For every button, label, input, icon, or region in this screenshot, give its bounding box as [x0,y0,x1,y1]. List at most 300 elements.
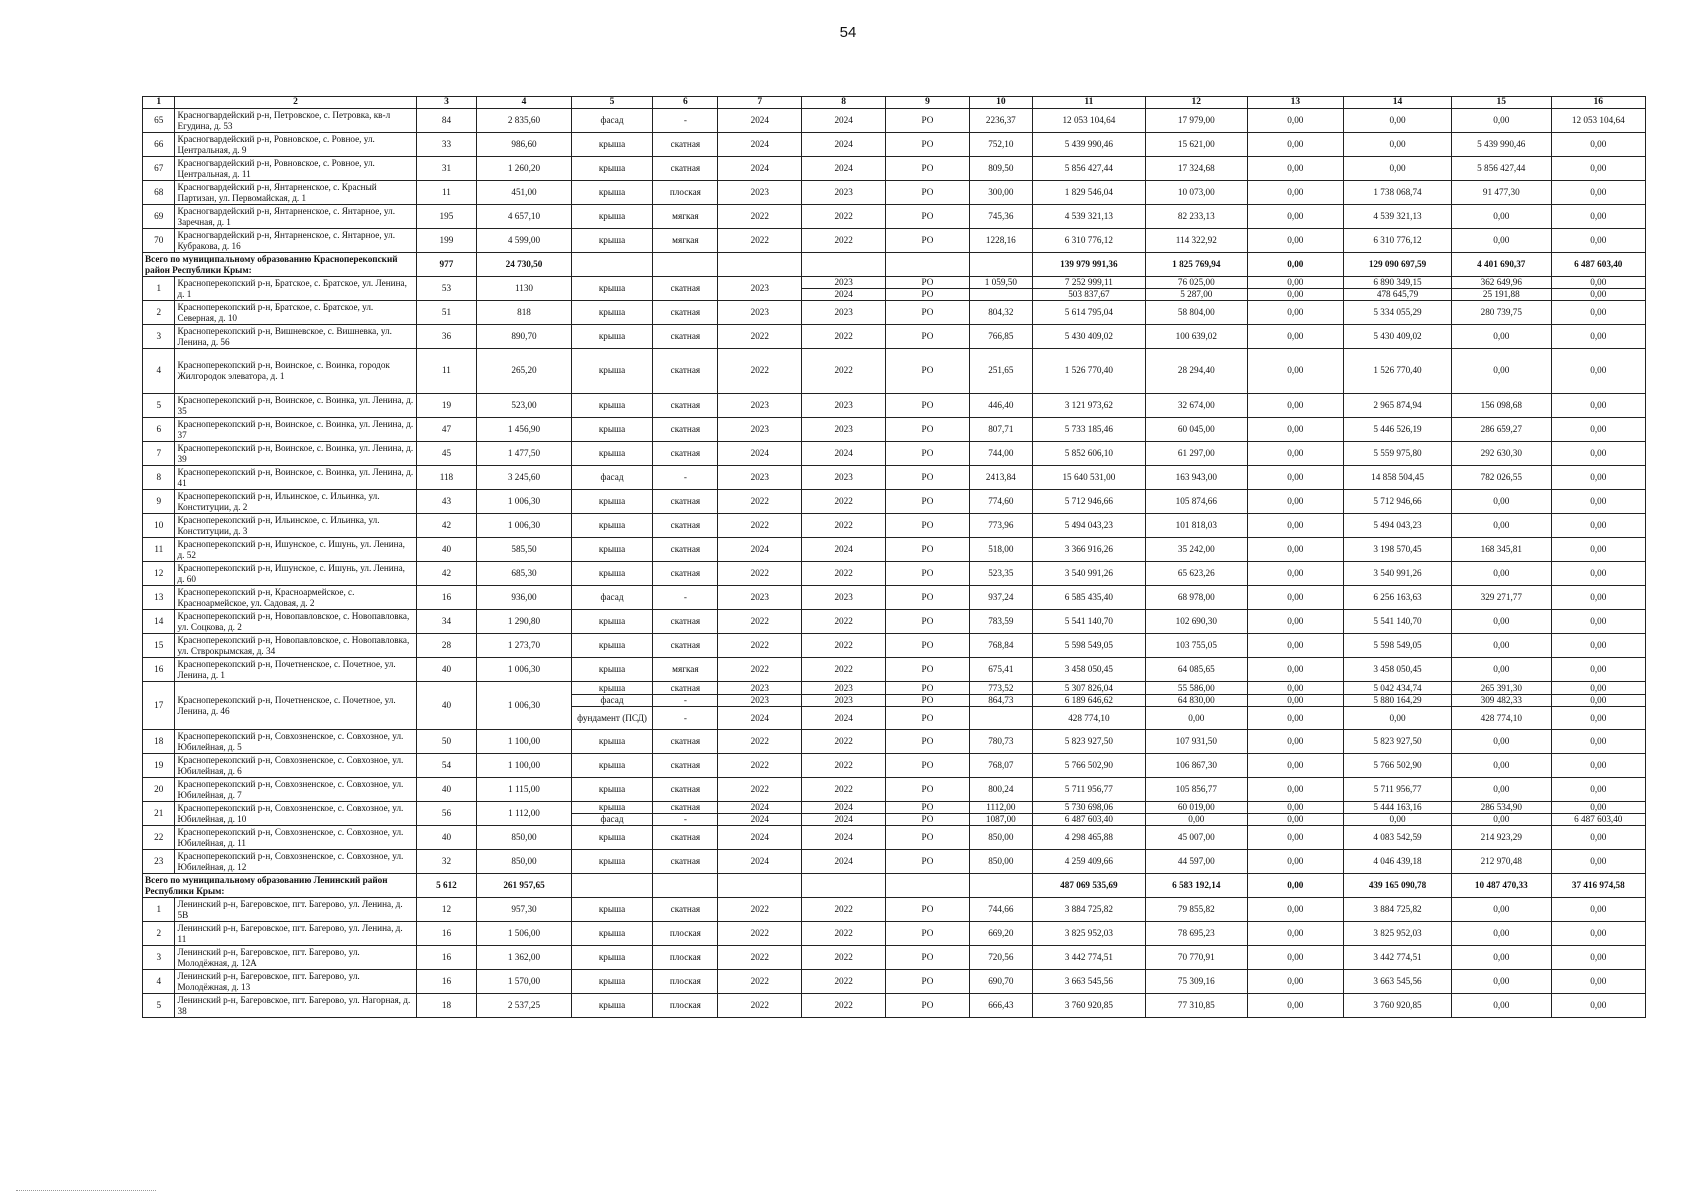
value-cell: 937,24 [969,586,1032,610]
row-number: 68 [143,181,175,205]
address-cell: Красноперекопский р-н, Почетненское, с. Почетное, ул. Ленина, д. 46 [175,682,416,730]
table-row [143,802,1646,826]
sub-value: 0,00 [1552,695,1645,707]
value-cell: 675,41 [969,658,1032,682]
value-cell: 5 856 427,44 [1452,157,1552,181]
value-cell: РО [886,730,970,754]
value-cell: 0,00 [1551,898,1645,922]
value-cell: 14 858 504,45 [1344,466,1452,490]
total-value: 129 090 697,59 [1344,253,1452,277]
sub-value-list [802,683,885,728]
value-cell: 40 [416,826,477,850]
value-cell: 0,00 [1247,466,1343,490]
value-cell: скатная [653,514,718,538]
value-cell: 45 007,00 [1145,826,1247,850]
table-row [143,850,1646,874]
value-cell: 2022 [718,229,802,253]
value-cell: 2 965 874,94 [1344,394,1452,418]
sub-value: 1 059,50 [970,277,1032,289]
sub-value-list [653,683,717,728]
value-cell: 0,00 [1247,610,1343,634]
sub-value: 5 730 698,06 [1033,802,1145,814]
value-cell: 1 260,20 [477,157,571,181]
value-cell: 0,00 [1452,634,1552,658]
value-cell: 1 112,00 [477,802,571,826]
value-cell: 0,00 [1247,754,1343,778]
value-cell: 3 884 725,82 [1344,898,1452,922]
value-cell: РО [886,466,970,490]
value-cell: 42 [416,562,477,586]
value-cell: крыша [571,490,653,514]
split-cell [1032,802,1145,826]
address-cell: Красноперекопский р-н, Новопавловское, с. Новопавловка, ул. Соцкова, д. 2 [175,610,416,634]
value-cell: фасад [571,466,653,490]
total-row [143,874,1646,898]
total-value [653,253,718,277]
address-cell: Ленинский р-н, Багеровское, пгт. Багерово, ул. Молодёжная, д. 12А [175,946,416,970]
value-cell: 2022 [802,994,886,1018]
value-cell: скатная [653,754,718,778]
value-cell: 0,00 [1452,610,1552,634]
sub-value: 5 307 826,04 [1033,683,1145,695]
split-cell [653,802,718,826]
row-number: 2 [143,301,175,325]
value-cell: 0,00 [1551,586,1645,610]
value-cell: 2022 [802,205,886,229]
value-cell: - [653,466,718,490]
value-cell: 2023 [718,181,802,205]
value-cell: 768,07 [969,754,1032,778]
value-cell: РО [886,538,970,562]
value-cell: 1 006,30 [477,682,571,730]
table-row [143,514,1646,538]
sub-value: 478 645,79 [1376,288,1419,299]
value-cell: 0,00 [1551,994,1645,1018]
value-cell: РО [886,181,970,205]
total-value: 10 487 470,33 [1452,874,1552,898]
sub-value: 5 042 434,74 [1344,683,1451,695]
sub-value: 0,00 [1493,813,1510,824]
split-cell [653,682,718,730]
value-cell: 5 711 956,77 [1032,778,1145,802]
value-cell: 800,24 [969,778,1032,802]
sub-value: 265 391,30 [1452,683,1551,695]
value-cell: 0,00 [1551,970,1645,994]
value-cell: 251,65 [969,349,1032,394]
value-cell: скатная [653,442,718,466]
table-row [143,970,1646,994]
sub-value-list [1033,802,1145,825]
value-cell: 2022 [802,325,886,349]
value-cell: скатная [653,898,718,922]
value-cell: РО [886,562,970,586]
sub-value: 0,00 [1188,813,1205,824]
sub-value: 0,00 [1248,277,1343,289]
value-cell: плоская [653,946,718,970]
value-cell: 17 979,00 [1145,109,1247,133]
sub-value: 5 444 163,16 [1344,802,1451,814]
value-cell: 34 [416,610,477,634]
value-cell: скатная [653,325,718,349]
value-cell: 12 053 104,64 [1551,109,1645,133]
value-cell: 102 690,30 [1145,610,1247,634]
split-cell [802,277,886,301]
value-cell: 0,00 [1247,946,1343,970]
value-cell: 2022 [802,778,886,802]
value-cell: 5 712 946,66 [1344,490,1452,514]
value-cell: 0,00 [1452,754,1552,778]
value-cell: крыша [571,970,653,994]
sub-value: 2024 [750,712,769,723]
total-value [571,874,653,898]
value-cell: 2024 [718,442,802,466]
sub-value: скатная [653,802,717,814]
value-cell: 105 856,77 [1145,778,1247,802]
sub-value-list [718,683,801,728]
value-cell: 12 [416,898,477,922]
value-cell: 2022 [718,946,802,970]
total-value [653,874,718,898]
value-cell: 2022 [718,994,802,1018]
sub-value-list [1146,683,1247,728]
sub-value-list [1248,802,1343,825]
value-cell: скатная [653,610,718,634]
address-cell: Красноперекопский р-н, Ишунское, с. Ишунь, ул. Ленина, д. 52 [175,538,416,562]
value-cell: мягкая [653,205,718,229]
value-cell: 0,00 [1247,442,1343,466]
sub-value: крыша [572,683,653,695]
value-cell: 0,00 [1247,538,1343,562]
value-cell: 78 695,23 [1145,922,1247,946]
address-cell: Красноперекопский р-н, Воинское, с. Воинка, ул. Ленина, д. 39 [175,442,416,466]
address-cell: Красноперекопский р-н, Совхозненское, с. Совхозное, ул. Юбилейная, д. 10 [175,802,416,826]
value-cell: 744,66 [969,898,1032,922]
value-cell: 1 506,00 [477,922,571,946]
address-cell: Красногвардейский р-н, Янтарненское, с. Янтарное, ул. Заречная, д. 1 [175,205,416,229]
value-cell: 0,00 [1551,778,1645,802]
address-cell: Красноперекопский р-н, Ильинское, с. Ильинка, ул. Конституции, д. 3 [175,514,416,538]
value-cell: 214 923,29 [1452,826,1552,850]
value-cell: 61 297,00 [1145,442,1247,466]
footer-rule [16,1190,156,1191]
value-cell: РО [886,442,970,466]
split-cell [1032,682,1145,730]
sub-value: 6 189 646,62 [1033,695,1145,707]
table-row [143,754,1646,778]
value-cell: 50 [416,730,477,754]
value-cell: РО [886,970,970,994]
value-cell: 0,00 [1551,325,1645,349]
sub-value-list [572,802,653,825]
value-cell: 2022 [718,970,802,994]
value-cell: 212 970,48 [1452,850,1552,874]
value-cell: 818 [477,301,571,325]
value-cell: 6 256 163,63 [1344,586,1452,610]
value-cell: 70 770,91 [1145,946,1247,970]
value-cell: 51 [416,301,477,325]
value-cell: 168 345,81 [1452,538,1552,562]
value-cell: 5 541 140,70 [1032,610,1145,634]
sub-value: фундамент (ПСД) [577,712,647,723]
value-cell: 4 046 439,18 [1344,850,1452,874]
value-cell: крыша [571,157,653,181]
value-cell: 0,00 [1247,922,1343,946]
sub-value: 286 534,90 [1452,802,1551,814]
total-row [143,253,1646,277]
value-cell: скатная [653,301,718,325]
value-cell: 114 322,92 [1145,229,1247,253]
sub-value: 0,00 [1389,813,1406,824]
value-cell: 2023 [802,181,886,205]
total-value: 0,00 [1247,253,1343,277]
split-cell [1247,802,1343,826]
sub-value: 773,52 [970,683,1032,695]
value-cell: 5 598 549,05 [1344,634,1452,658]
sub-value: - [653,695,717,707]
value-cell: 1 477,50 [477,442,571,466]
value-cell: 2022 [802,349,886,394]
value-cell: 0,00 [1551,466,1645,490]
value-cell: 1228,16 [969,229,1032,253]
value-cell: 0,00 [1551,754,1645,778]
total-value: 6 487 603,40 [1551,253,1645,277]
sub-value: 0,00 [1188,712,1205,723]
value-cell: 53 [416,277,477,301]
value-cell: 0,00 [1551,301,1645,325]
address-cell: Красноперекопский р-н, Почетненское, с. Почетное, ул. Ленина, д. 1 [175,658,416,682]
total-value: 139 979 991,36 [1032,253,1145,277]
value-cell: 2022 [718,349,802,394]
value-cell: крыша [571,181,653,205]
sub-value: 2023 [718,683,801,695]
value-cell: 690,70 [969,970,1032,994]
table-row [143,442,1646,466]
value-cell: 11 [416,349,477,394]
value-cell: 3 884 725,82 [1032,898,1145,922]
value-cell: 0,00 [1551,349,1645,394]
value-cell: 40 [416,658,477,682]
value-cell: 84 [416,109,477,133]
value-cell: 3 760 920,85 [1344,994,1452,1018]
value-cell: фасад [571,586,653,610]
value-cell: плоская [653,922,718,946]
sub-value: 428 774,10 [1480,712,1522,723]
value-cell: крыша [571,946,653,970]
value-cell: крыша [571,778,653,802]
table-row [143,133,1646,157]
value-cell: 31 [416,157,477,181]
total-value: 5 612 [416,874,477,898]
table-row [143,682,1646,730]
value-cell: 0,00 [1551,394,1645,418]
value-cell: 2022 [718,490,802,514]
value-cell: 6 310 776,12 [1344,229,1452,253]
split-cell [571,682,653,730]
value-cell: РО [886,826,970,850]
value-cell: 1 526 770,40 [1032,349,1145,394]
split-cell [969,682,1032,730]
value-cell: 850,00 [969,850,1032,874]
table-row [143,490,1646,514]
total-value: 6 583 192,14 [1145,874,1247,898]
value-cell: 101 818,03 [1145,514,1247,538]
value-cell: 0,00 [1247,349,1343,394]
value-cell: 17 324,68 [1145,157,1247,181]
table-row [143,826,1646,850]
value-cell: 5 541 140,70 [1344,610,1452,634]
value-cell: 40 [416,682,477,730]
sub-value: 2024 [750,813,769,824]
value-cell: 2022 [802,490,886,514]
sub-value-list [1248,683,1343,728]
value-cell: 54 [416,754,477,778]
table-row [143,181,1646,205]
value-cell: 6 310 776,12 [1032,229,1145,253]
address-cell: Красноперекопский р-н, Совхозненское, с. Совхозное, ул. Юбилейная, д. 11 [175,826,416,850]
split-cell [886,802,970,826]
sub-value: 60 019,00 [1146,802,1247,814]
sub-value-list [1146,802,1247,825]
value-cell: РО [886,658,970,682]
sub-value: РО [921,712,934,723]
total-value: 24 730,50 [477,253,571,277]
value-cell: 1 570,00 [477,970,571,994]
value-cell: 2022 [718,514,802,538]
value-cell: 199 [416,229,477,253]
value-cell: 2022 [718,778,802,802]
value-cell: скатная [653,634,718,658]
value-cell: 451,00 [477,181,571,205]
address-cell: Красноперекопский р-н, Ишунское, с. Ишунь, ул. Ленина, д. 60 [175,562,416,586]
value-cell: 0,00 [1551,442,1645,466]
value-cell: 2022 [802,754,886,778]
value-cell: РО [886,205,970,229]
value-cell: скатная [653,778,718,802]
value-cell: 0,00 [1452,109,1552,133]
value-cell: РО [886,898,970,922]
value-cell: 2022 [718,610,802,634]
value-cell: 6 585 435,40 [1032,586,1145,610]
sub-value: 2024 [718,802,801,814]
column-number: 7 [718,97,802,109]
sub-value: РО [886,802,969,814]
value-cell: 0,00 [1452,970,1552,994]
value-cell: 2024 [802,442,886,466]
sub-value-list [970,802,1032,825]
address-cell: Красноперекопский р-н, Вишневское, с. Вишневка, ул. Ленина, д. 56 [175,325,416,349]
value-cell: 1130 [477,277,571,301]
total-value: 487 069 535,69 [1032,874,1145,898]
split-cell [1247,682,1343,730]
split-cell [1145,682,1247,730]
sub-value-list [1344,802,1451,825]
value-cell: 0,00 [1452,562,1552,586]
total-label: Всего по муниципальному образованию Красноперекопский район Республики Крым: [143,253,417,277]
value-cell: 1 829 546,04 [1032,181,1145,205]
split-cell [1452,682,1552,730]
split-cell [718,682,802,730]
value-cell: крыша [571,133,653,157]
table-row [143,634,1646,658]
value-cell: 2022 [802,610,886,634]
value-cell: 105 874,66 [1145,490,1247,514]
value-cell: крыша [571,610,653,634]
value-cell: РО [886,418,970,442]
value-cell: плоская [653,970,718,994]
sub-value-list [572,683,653,728]
value-cell: 100 639,02 [1145,325,1247,349]
value-cell: 2022 [802,562,886,586]
column-number-row [143,97,1646,109]
value-cell: 35 242,00 [1145,538,1247,562]
value-cell: 2 835,60 [477,109,571,133]
value-cell: 0,00 [1247,778,1343,802]
column-number: 16 [1551,97,1645,109]
value-cell: крыша [571,205,653,229]
column-number: 15 [1452,97,1552,109]
value-cell: 3 663 545,56 [1032,970,1145,994]
row-number: 4 [143,970,175,994]
address-cell: Красноперекопский р-н, Красноармейское, с. Красноармейское, ул. Садовая, д. 2 [175,586,416,610]
value-cell: 0,00 [1247,514,1343,538]
value-cell: 0,00 [1551,850,1645,874]
value-cell: 773,96 [969,514,1032,538]
value-cell: 3 458 050,45 [1344,658,1452,682]
address-cell: Красноперекопский р-н, Воинское, с. Воинка, ул. Ленина, д. 35 [175,394,416,418]
value-cell: крыша [571,850,653,874]
value-cell: 1 100,00 [477,730,571,754]
total-value [969,874,1032,898]
value-cell: 0,00 [1551,634,1645,658]
table-row [143,946,1646,970]
sub-value-list [970,277,1032,300]
value-cell: крыша [571,562,653,586]
table-row [143,778,1646,802]
value-cell: 5 430 409,02 [1344,325,1452,349]
value-cell: 3 540 991,26 [1032,562,1145,586]
value-cell: 43 [416,490,477,514]
value-cell: 890,70 [477,325,571,349]
total-value [886,874,970,898]
sub-value-list [1344,683,1451,728]
sub-value-list [1344,277,1451,300]
value-cell: крыша [571,634,653,658]
value-cell: 2 537,25 [477,994,571,1018]
value-cell: 16 [416,946,477,970]
total-value [718,874,802,898]
value-cell: РО [886,946,970,970]
sub-value: фасад [572,695,653,707]
value-cell: крыша [571,826,653,850]
value-cell: 10 073,00 [1145,181,1247,205]
value-cell: фасад [571,109,653,133]
value-cell: 329 271,77 [1452,586,1552,610]
value-cell: 957,30 [477,898,571,922]
value-cell: 0,00 [1452,490,1552,514]
value-cell: скатная [653,349,718,394]
table-row [143,898,1646,922]
sub-value-list [886,277,969,300]
value-cell: 1 290,80 [477,610,571,634]
column-number: 3 [416,97,477,109]
value-cell: крыша [571,922,653,946]
split-cell [1344,802,1452,826]
sub-value: 2024 [834,712,853,723]
value-cell: 1 115,00 [477,778,571,802]
sub-value: 2024 [802,802,885,814]
sub-value: 0,00 [1248,802,1343,814]
value-cell: 0,00 [1247,157,1343,181]
